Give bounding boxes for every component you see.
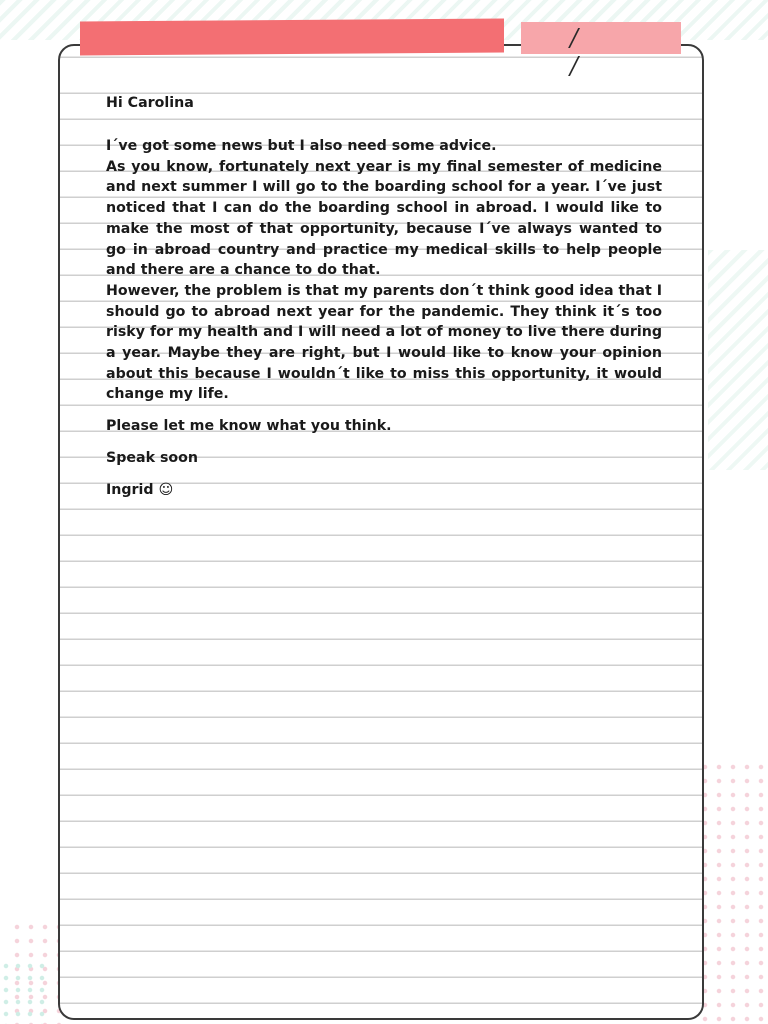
letter-paragraph: As you know, fortunately next year is my final semester of medicine and next summer I will go to the boarding school for a year. I´ve just noticed that I can do the boarding school in abroad. I would like to make the most of that opportunity, because I´ve always wanted to go in abroad country and practice my medical skills to help people and there are a chance to do that.	[106, 158, 662, 279]
letter-paragraph: I´ve got some news but I also need some advice.	[106, 138, 497, 154]
date-placeholder: / /	[570, 24, 597, 80]
decorative-stripes-right	[708, 250, 768, 470]
letter-content	[106, 92, 662, 501]
letter-closing: Please let me know what you think.	[106, 418, 392, 435]
letter-greeting: Hi Carolina	[106, 95, 194, 111]
decorative-dots-bottom-right	[698, 760, 768, 1024]
letter-paragraph: However, the problem is that my parents don´t think good idea that I should go to abroad next year for the pandemic. They think it´s too risky for my health and I will need a lot of money to live there during a year. Maybe they are right, but I would like to know your opinion about this because I wouldn´t like to miss this opportunity, it would change my life.	[106, 282, 662, 403]
letter-body	[106, 136, 662, 405]
title-ribbon	[80, 19, 504, 56]
letter-signoff: Speak soon	[106, 450, 198, 467]
letter-signature: Ingrid ☺	[106, 482, 174, 499]
decorative-mint-dots	[0, 960, 50, 1024]
